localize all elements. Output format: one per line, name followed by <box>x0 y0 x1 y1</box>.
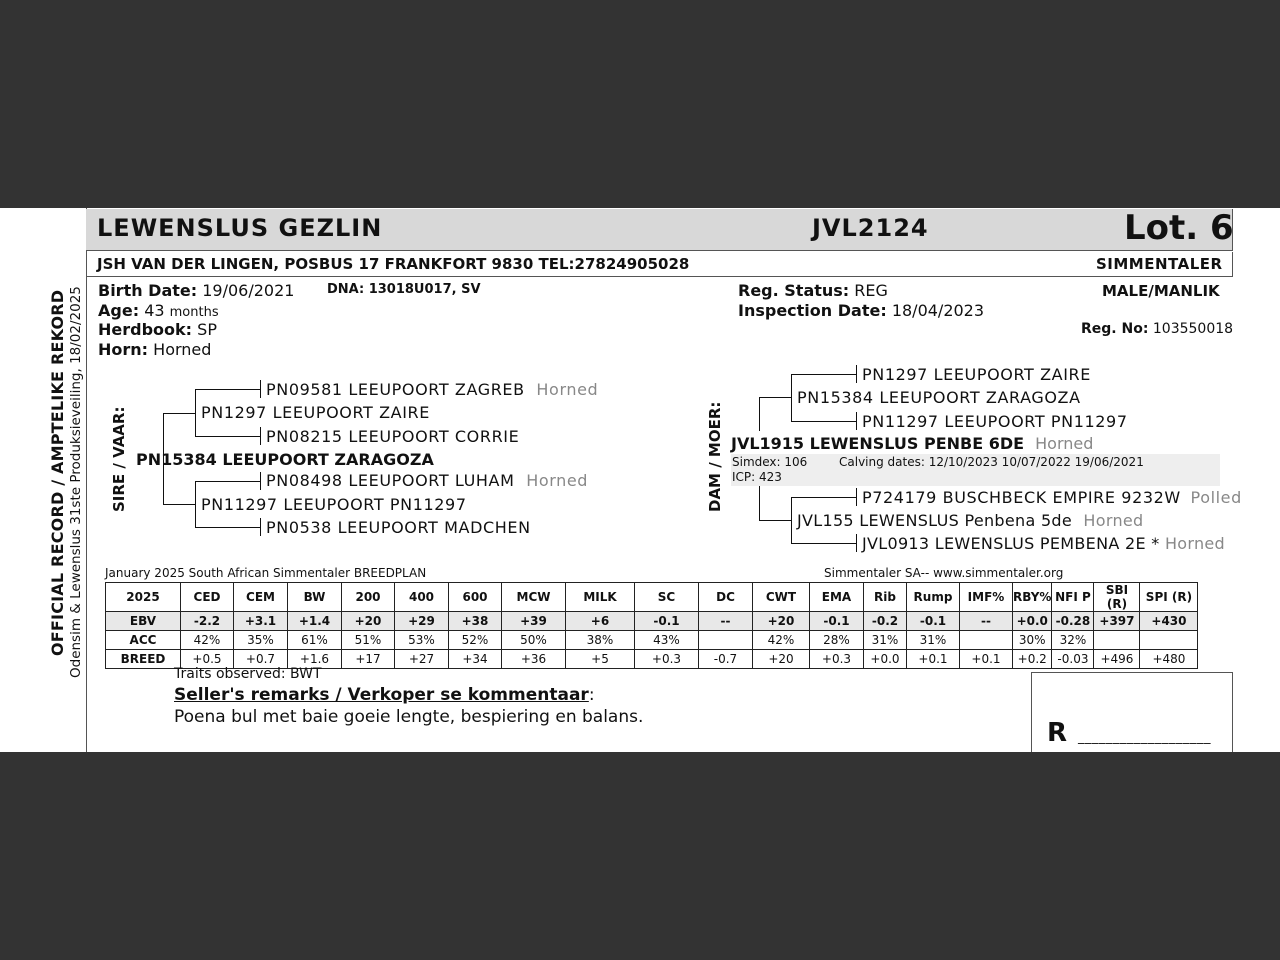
breedplan-cell: +27 <box>395 650 449 669</box>
breedplan-cell: 61% <box>288 631 342 650</box>
breedplan-cell: MILK <box>566 583 635 612</box>
breedplan-cell: +5 <box>566 650 635 669</box>
age-value: 43 <box>144 301 165 320</box>
calving-dates: Calving dates: 12/10/2023 10/07/2022 19/06/2021 <box>839 455 1144 469</box>
breedplan-cell: -2.2 <box>181 612 234 631</box>
horn-label: Horn: <box>98 340 149 359</box>
breedplan-cell: -- <box>960 612 1013 631</box>
remarks-colon: : <box>588 685 595 705</box>
breedplan-cell: 52% <box>449 631 502 650</box>
pedigree-line <box>791 421 857 422</box>
breedplan-cell: -0.2 <box>864 612 907 631</box>
pedigree-line <box>759 486 760 520</box>
pedigree-line <box>791 497 792 544</box>
breedplan-cell: CEM <box>234 583 288 612</box>
sire-sire-dam: PN08215 LEEUPOORT CORRIE <box>266 427 520 446</box>
age-label: Age: <box>98 301 140 320</box>
breedplan-cell: +0.3 <box>810 650 864 669</box>
breedplan-cell: +0.3 <box>635 650 699 669</box>
dam-dam-sire <box>862 488 1242 507</box>
side-caption <box>40 278 100 678</box>
dam-sire: PN15384 LEEUPOORT ZARAGOZA <box>797 388 1081 407</box>
breedplan-cell: +20 <box>342 612 395 631</box>
herdbook-value: SP <box>197 320 217 339</box>
breedplan-cell: DC <box>699 583 753 612</box>
breedplan-cell: +29 <box>395 612 449 631</box>
breedplan-cell: +20 <box>753 612 810 631</box>
pedigree-line <box>791 497 857 498</box>
breedplan-cell: Rib <box>864 583 907 612</box>
price-currency: R <box>1047 718 1068 748</box>
sellers-remarks-title <box>174 685 595 705</box>
breedplan-cell: -0.7 <box>699 650 753 669</box>
breedplan-cell: +0.7 <box>234 650 288 669</box>
dam-dam-dam <box>862 534 1225 553</box>
birth-date-label: Birth Date: <box>98 281 198 300</box>
sex: MALE/MANLIK <box>1102 282 1220 300</box>
sire-name: PN15384 LEEUPOORT ZARAGOZA <box>136 450 434 469</box>
lot-number: Lot. 6 <box>1124 208 1234 248</box>
breedplan-cell: MCW <box>502 583 566 612</box>
pedigree-line <box>856 488 857 506</box>
breedplan-cell: 43% <box>635 631 699 650</box>
simdex: Simdex: 106 <box>732 455 808 469</box>
header-row <box>106 583 1198 612</box>
pedigree-line <box>260 380 261 398</box>
horn-status: Horned <box>536 380 599 399</box>
pedigree-line <box>260 427 261 445</box>
breedplan-cell: -0.1 <box>635 612 699 631</box>
dna-info: DNA: 13018U017, SV <box>327 282 481 297</box>
breedplan-cell <box>699 631 753 650</box>
pedigree-name: PN08498 LEEUPOORT LUHAM <box>266 471 515 490</box>
breedplan-cell: 200 <box>342 583 395 612</box>
breedplan-cell: -0.1 <box>810 612 864 631</box>
breedplan-cell: 30% <box>1013 631 1052 650</box>
breedplan-cell: +34 <box>449 650 502 669</box>
reg-status-label: Reg. Status: <box>738 281 850 300</box>
breedplan-cell: 31% <box>907 631 960 650</box>
breedplan-cell: 50% <box>502 631 566 650</box>
dam-name <box>731 434 1093 453</box>
breedplan-cell: ACC <box>106 631 181 650</box>
breedplan-cell: SC <box>635 583 699 612</box>
dam-sire-dam: PN11297 LEEUPOORT PN11297 <box>862 412 1128 431</box>
breedplan-cell: -0.1 <box>907 612 960 631</box>
breedplan-cell: +430 <box>1140 612 1198 631</box>
inspection-date <box>738 301 984 320</box>
breedplan-cell: +38 <box>449 612 502 631</box>
breedplan-cell: 53% <box>395 631 449 650</box>
breedplan-cell: 31% <box>864 631 907 650</box>
pedigree-line <box>856 534 857 552</box>
sire-dam-dam: PN0538 LEEUPOORT MADCHEN <box>266 518 531 537</box>
breedplan-cell: SPI (R) <box>1140 583 1198 612</box>
breedplan-cell: NFI P <box>1052 583 1094 612</box>
breedplan-cell: BW <box>288 583 342 612</box>
breedplan-cell: +3.1 <box>234 612 288 631</box>
sire-sire: PN1297 LEEUPOORT ZAIRE <box>201 403 430 422</box>
sire-dam-sire <box>266 471 588 490</box>
horn-value: Horned <box>153 340 212 359</box>
simmentaler-caption: Simmentaler SA-- www.simmentaler.org <box>824 566 1064 580</box>
pedigree-line <box>260 472 261 490</box>
pedigree-name: P724179 BUSCHBECK EMPIRE 9232W <box>862 488 1181 507</box>
regno-value: 103550018 <box>1152 321 1234 337</box>
breedplan-caption: January 2025 South African Simmentaler BREEDPLAN <box>105 566 427 580</box>
breedplan-cell: 35% <box>234 631 288 650</box>
sire-sire-sire <box>266 380 598 399</box>
reg-number <box>1081 321 1233 337</box>
breedplan-cell: 42% <box>181 631 234 650</box>
dam-dam <box>797 511 1143 530</box>
breedplan-cell: SBI (R) <box>1094 583 1140 612</box>
horn-status: Horned <box>1164 534 1226 553</box>
pedigree-line <box>195 481 261 482</box>
ebv-row <box>106 612 1198 631</box>
inspection-value: 18/04/2023 <box>891 301 985 320</box>
breed-name: SIMMENTALER <box>1096 255 1223 273</box>
breedplan-cell: 400 <box>395 583 449 612</box>
breedplan-cell: +20 <box>753 650 810 669</box>
icp: ICP: 423 <box>732 470 782 484</box>
horn <box>98 340 211 359</box>
breedplan-cell: +0.0 <box>864 650 907 669</box>
breedplan-cell: EMA <box>810 583 864 612</box>
pedigree-line <box>195 389 261 390</box>
pedigree-line <box>791 543 857 544</box>
breedplan-cell: +0.1 <box>960 650 1013 669</box>
breedplan-cell: IMF% <box>960 583 1013 612</box>
breedplan-cell: +0.5 <box>181 650 234 669</box>
breedplan-cell: +39 <box>502 612 566 631</box>
breedplan-cell <box>960 631 1013 650</box>
dam-sire-sire: PN1297 LEEUPOORT ZAIRE <box>862 365 1091 384</box>
pedigree-name: PN09581 LEEUPOORT ZAGREB <box>266 380 525 399</box>
pedigree-line <box>791 374 857 375</box>
herdbook <box>98 320 217 339</box>
breedplan-cell: 28% <box>810 631 864 650</box>
breedplan-cell: +0.2 <box>1013 650 1052 669</box>
pedigree-line <box>759 397 760 431</box>
pedigree-line <box>759 520 792 521</box>
breeder-line: JSH VAN DER LINGEN, POSBUS 17 FRANKFORT 9830 TEL:27824905028 <box>97 255 690 273</box>
remarks-heading: Seller's remarks / Verkoper se kommentaar <box>174 685 589 705</box>
sire-label: SIRE / VAAR: <box>110 406 128 512</box>
horn-status: Horned <box>1035 434 1094 453</box>
pedigree-line <box>163 504 196 505</box>
pedigree-line <box>260 518 261 536</box>
breedplan-cell: CWT <box>753 583 810 612</box>
breedplan-cell: 38% <box>566 631 635 650</box>
breedplan-cell: -- <box>699 612 753 631</box>
breedplan-cell: -0.28 <box>1052 612 1094 631</box>
breedplan-cell <box>1140 631 1198 650</box>
pedigree-line <box>195 527 261 528</box>
traits-observed: Traits observed: BWT <box>174 666 322 682</box>
pedigree-line <box>856 412 857 430</box>
pedigree-line <box>759 397 792 398</box>
acc-row <box>106 631 1198 650</box>
age-unit: months <box>169 305 219 320</box>
official-record-label: OFFICIAL RECORD / AMPTELIKE REKORD <box>48 289 67 656</box>
breedplan-cell: CED <box>181 583 234 612</box>
sire-dam: PN11297 LEEUPOORT PN11297 <box>201 495 467 514</box>
breedplan-cell: 42% <box>753 631 810 650</box>
reg-status-value: REG <box>854 281 888 300</box>
breedplan-cell: +0.1 <box>907 650 960 669</box>
breedplan-cell: 2025 <box>106 583 181 612</box>
herdbook-label: Herdbook: <box>98 320 193 339</box>
pedigree-line <box>163 413 196 414</box>
birth-date-value: 19/06/2021 <box>202 281 295 300</box>
dam-name-value: JVL1915 LEWENSLUS PENBE 6DE <box>731 434 1025 453</box>
breedplan-cell: +17 <box>342 650 395 669</box>
breedplan-cell: +496 <box>1094 650 1140 669</box>
breedplan-cell: 32% <box>1052 631 1094 650</box>
pedigree-line <box>195 481 196 528</box>
breedplan-cell: EBV <box>106 612 181 631</box>
birth-date <box>98 281 294 300</box>
breedplan-cell: +1.4 <box>288 612 342 631</box>
pedigree-line <box>856 365 857 383</box>
price-blank[interactable]: ___________________ <box>1078 730 1211 745</box>
breedplan-cell: +6 <box>566 612 635 631</box>
breedplan-cell: BREED <box>106 650 181 669</box>
horn-status: Polled <box>1190 488 1242 507</box>
pedigree-name: JVL0913 LEWENSLUS PEMBENA 2E * <box>862 534 1160 553</box>
breedplan-cell: 51% <box>342 631 395 650</box>
pedigree-name: JVL155 LEWENSLUS Penbena 5de <box>797 511 1073 530</box>
reg-status <box>738 281 888 300</box>
sellers-remarks-text: Poena bul met baie goeie lengte, bespiering en balans. <box>174 707 644 727</box>
breedplan-cell: +0.0 <box>1013 612 1052 631</box>
breedplan-cell: +480 <box>1140 650 1198 669</box>
breedplan-cell: RBY% <box>1013 583 1052 612</box>
regno-label: Reg. No: <box>1081 321 1149 337</box>
breedplan-cell: +397 <box>1094 612 1140 631</box>
pedigree-line <box>195 436 261 437</box>
breedplan-cell: 600 <box>449 583 502 612</box>
breedplan-cell: +1.6 <box>288 650 342 669</box>
sale-label: Odensim & Lewenslus 31ste Produksieveiling, 18/02/2025 <box>68 286 84 678</box>
breedplan-cell: +36 <box>502 650 566 669</box>
breedplan-cell: Rump <box>907 583 960 612</box>
breedplan-table <box>105 582 1198 669</box>
animal-id: JVL2124 <box>812 214 929 242</box>
breedplan-cell <box>1094 631 1140 650</box>
animal-name: LEWENSLUS GEZLIN <box>97 214 383 242</box>
horn-status: Horned <box>526 471 589 490</box>
dam-label: DAM / MOER: <box>706 401 724 512</box>
breedplan-cell: -0.03 <box>1052 650 1094 669</box>
age <box>98 301 219 320</box>
horn-status: Horned <box>1083 511 1144 530</box>
inspection-label: Inspection Date: <box>738 301 887 320</box>
